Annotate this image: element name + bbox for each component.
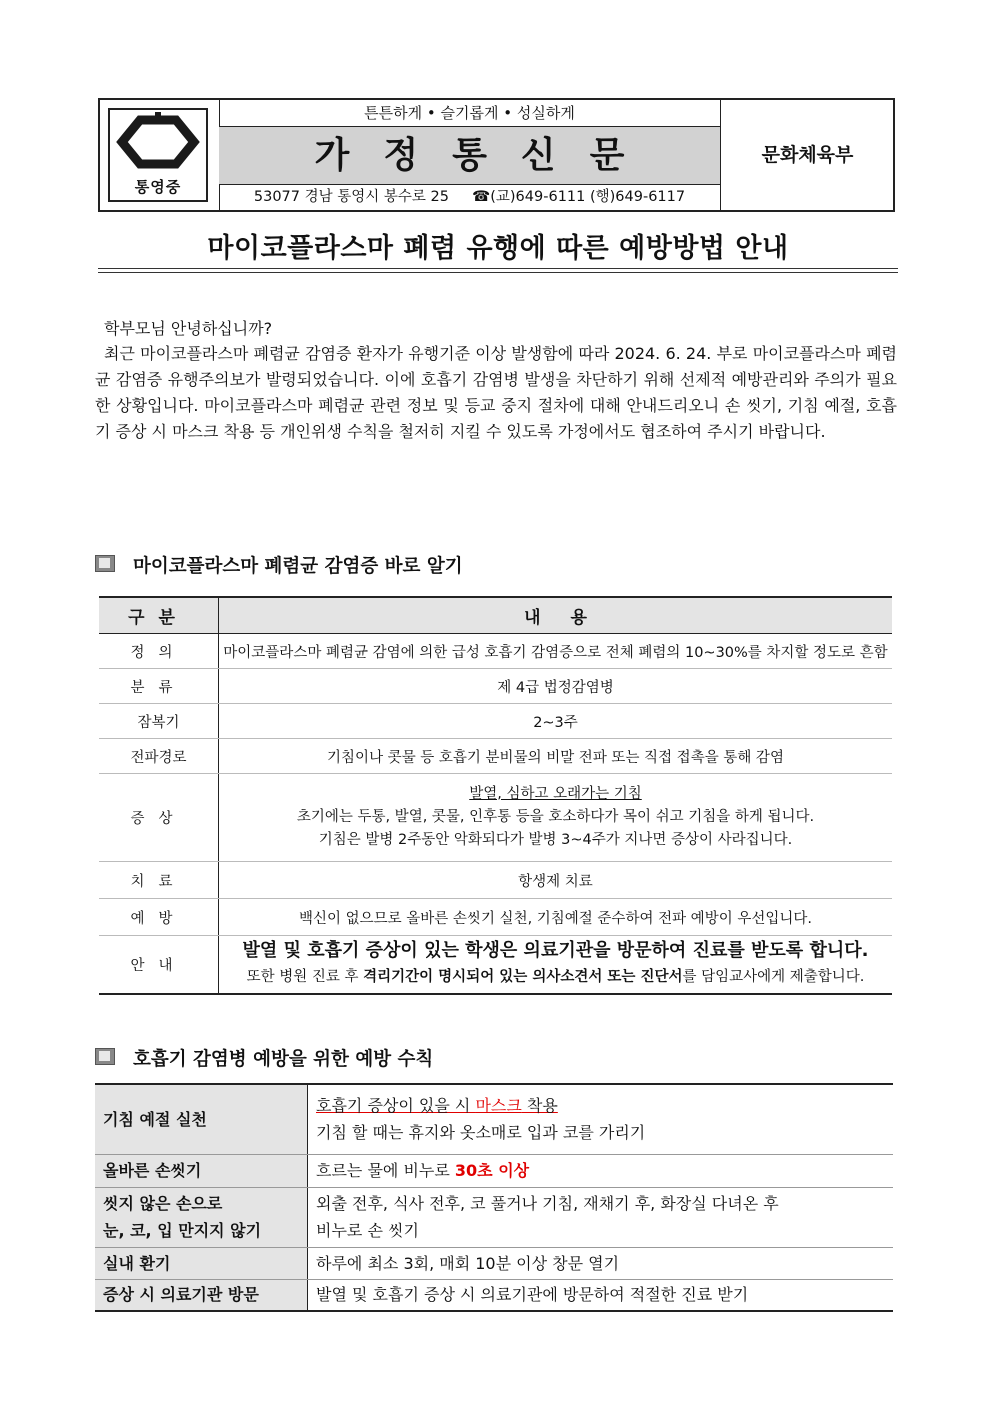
column-header-content: 내용 <box>219 597 893 634</box>
table-row <box>99 774 892 862</box>
table-row <box>95 1247 893 1279</box>
prevention-rules-table <box>95 1083 893 1312</box>
cough-rule-cover: 기침 할 때는 휴지와 옷소매로 입과 코를 가리기 <box>316 1123 646 1143</box>
title-divider <box>98 272 898 273</box>
intro-paragraph <box>95 341 897 445</box>
notice-main: 발열 및 호흡기 증상이 있는 학생은 의료기관을 방문하여 진료를 받도록 합니다. <box>242 940 869 962</box>
row-key: 전파경로 <box>99 739 219 774</box>
symptoms-detail: 초기에는 두통, 발열, 콧물, 인후통 등을 호소하다가 목이 쉬고 기침을 하게 됩니다. <box>296 809 815 825</box>
letter-header <box>98 98 895 212</box>
notice-sub-bold: 격리기간이 명시되어 있는 의사소견서 또는 진단서 <box>363 969 683 986</box>
table-row <box>95 1279 893 1311</box>
row-value: 항생제 치료 <box>219 862 893 899</box>
row-value <box>219 774 893 862</box>
table-row <box>95 1187 893 1247</box>
row-value: 기침이나 콧물 등 호흡기 분비물의 비말 전파 또는 직접 접촉을 통해 감염 <box>219 739 893 774</box>
mycoplasma-info-table <box>99 596 892 995</box>
school-address <box>219 185 720 210</box>
row-key: 치료 <box>99 862 219 899</box>
phone-icon: ☎ <box>472 189 491 205</box>
column-header-category: 구분 <box>99 597 219 634</box>
table-header-row <box>99 597 892 634</box>
row-value: 제 4급 법정감염병 <box>219 669 893 704</box>
row-value <box>219 936 893 994</box>
table-row <box>99 936 892 994</box>
table-row <box>99 634 892 669</box>
row-value: 하루에 최소 3회, 매회 10분 이상 창문 열기 <box>308 1247 894 1279</box>
logo-cell <box>100 100 220 210</box>
row-value: 백신이 없으므로 올바른 손씻기 실천, 기침예절 준수하여 전파 예방이 우선입니다. <box>219 899 893 936</box>
symptoms-main: 발열, 심하고 오래가는 기침 <box>469 786 642 802</box>
row-key: 분류 <box>99 669 219 704</box>
table-row <box>99 739 892 774</box>
phone-numbers: (교)649-6111 (행)649-6117 <box>490 189 686 205</box>
school-motto: 튼튼하게 • 슬기롭게 • 성실하게 <box>219 100 720 127</box>
square-bullet-icon <box>95 1048 115 1065</box>
row-value: 2~3주 <box>219 704 893 739</box>
notice-sub: 또한 병원 진료 후 격리기간이 명시되어 있는 의사소견서 또는 진단서를 담임교사에게 제출합니다. <box>246 969 865 986</box>
row-key: 증상 시 의료기관 방문 <box>95 1279 308 1311</box>
row-key: 잠복기 <box>99 704 219 739</box>
row-key: 안내 <box>99 936 219 994</box>
table-row <box>99 899 892 936</box>
table-row <box>99 669 892 704</box>
section2-title: 호흡기 감염병 예방을 위한 예방 수칙 <box>133 1049 434 1070</box>
header-center <box>219 100 720 210</box>
handwash-duration: 30초 이상 <box>454 1161 530 1180</box>
row-key: 실내 환기 <box>95 1247 308 1279</box>
row-key: 정의 <box>99 634 219 669</box>
row-value <box>308 1084 894 1154</box>
table-row <box>99 704 892 739</box>
logo-text: 통영중 <box>134 178 182 196</box>
row-key: 기침 예절 실천 <box>95 1084 308 1154</box>
row-value: 발열 및 호흡기 증상 시 의료기관에 방문하여 적절한 진료 받기 <box>308 1279 894 1311</box>
row-value: 마이코플라스마 폐렴균 감염에 의한 급성 호흡기 감염증으로 전체 폐렴의 10~30%를 차지할 정도로 흔함 <box>219 634 893 669</box>
row-value: 외출 전후, 식사 전후, 코 풀거나 기침, 재채기 후, 화장실 다녀온 후 비누로 손 씻기 <box>308 1187 894 1247</box>
row-key: 증상 <box>99 774 219 862</box>
cough-rule-mask: 호흡기 증상이 있을 시 마스크 착용 <box>316 1096 558 1116</box>
row-key: 올바른 손씻기 <box>95 1154 308 1187</box>
row-key: 씻지 않은 손으로 눈, 코, 입 만지지 않기 <box>95 1187 308 1247</box>
table-row <box>99 862 892 899</box>
table-row <box>95 1084 893 1154</box>
logo-emblem-icon <box>110 112 206 174</box>
title-divider <box>98 268 898 269</box>
row-key: 예방 <box>99 899 219 936</box>
greeting: 학부모님 안녕하십니까? <box>104 319 273 338</box>
main-title: 마이코플라스마 폐렴 유행에 따른 예방방법 안내 <box>207 233 789 264</box>
table-row <box>95 1154 893 1187</box>
school-logo <box>108 108 208 202</box>
newsletter-title: 가정통신문 <box>219 127 720 185</box>
address-text: 53077 경남 통영시 봉수로 25 <box>253 189 449 205</box>
symptoms-course: 기침은 발병 2주동안 악화되다가 발병 3~4주가 지나면 증상이 사라집니다. <box>318 832 793 848</box>
square-bullet-icon <box>95 555 115 572</box>
section1-title: 마이코플라스마 폐렴균 감염증 바로 알기 <box>133 556 463 577</box>
row-value: 흐르는 물에 비누로 30초 이상 <box>308 1154 894 1187</box>
intro-text: 최근 마이코플라스마 폐렴균 감염증 환자가 유행기준 이상 발생함에 따라 2024. 6. 24. 부로 마이코플라스마 폐렴균 감염증 유행주의보가 발령되었습니다. 이에 호흡기 감염병 발생을 차단하기 위해 선제적 예방관리와 주의가 필요한 상황입니다. 마이코플라스마 폐렴균 관련 정보 및 등교 중지 절차에 대해 안내드리오니 손 씻기, 기침 예절, 호흡기 증상 시 마스크 착용 등 개인위생 수칙을 철저히 지킬 수 있도록 가정에서도 협조하여 주시기 바랍니다. <box>95 344 897 441</box>
department-name: 문화체육부 <box>720 100 894 210</box>
